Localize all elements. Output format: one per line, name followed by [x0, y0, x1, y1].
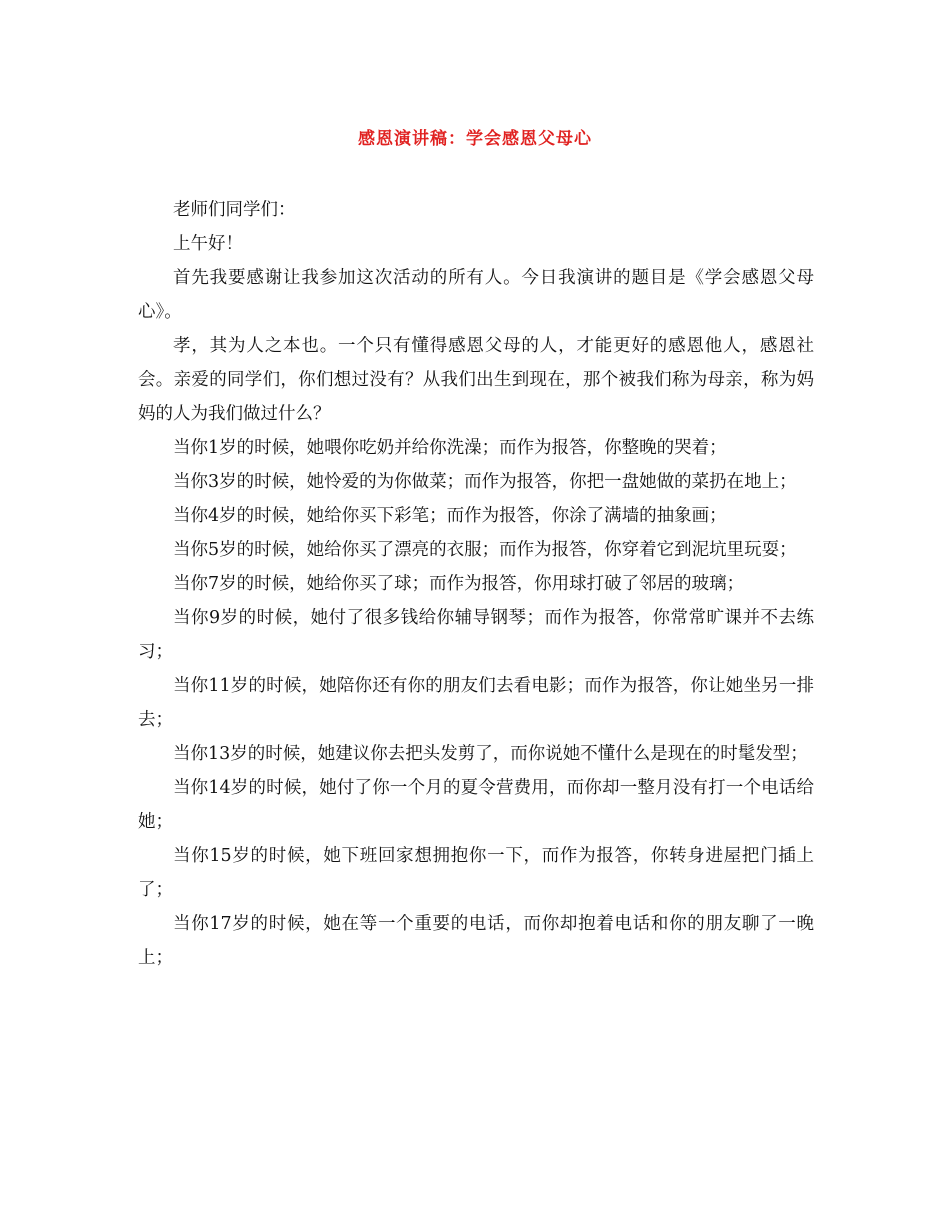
paragraph-age-9: 当你9岁的时候，她付了很多钱给你辅导钢琴；而作为报答，你常常旷课并不去练习；	[138, 608, 814, 662]
document-title: 感恩演讲稿：学会感恩父母心	[358, 129, 592, 149]
document-body	[138, 193, 814, 975]
paragraph-age-7: 当你7岁的时候，她给你买了球；而作为报答，你用球打破了邻居的玻璃；	[173, 574, 745, 594]
paragraph-age-11: 当你11岁的时候，她陪你还有你的朋友们去看电影；而作为报答，你让她坐另一排去；	[138, 676, 814, 730]
paragraph-age-3: 当你3岁的时候，她怜爱的为你做菜；而作为报答，你把一盘她做的菜扔在地上；	[173, 472, 797, 492]
paragraph-age-15: 当你15岁的时候，她下班回家想拥抱你一下，而作为报答，你转身进屋把门插上了；	[138, 846, 814, 900]
paragraph-good-morning: 上午好！	[173, 234, 243, 254]
paragraph-greeting: 老师们同学们：	[173, 200, 296, 220]
paragraph-age-14: 当你14岁的时候，她付了你一个月的夏令营费用，而你却一整月没有打一个电话给她；	[138, 778, 814, 832]
paragraph-filial-piety: 孝，其为人之本也。一个只有懂得感恩父母的人，才能更好的感恩他人，感恩社会。亲爱的同学们，你们想过没有？从我们出生到现在，那个被我们称为母亲，称为妈妈的人为我们做过什么？	[138, 336, 814, 424]
paragraph-age-4: 当你4岁的时候，她给你买下彩笔；而作为报答，你涂了满墙的抽象画；	[173, 506, 727, 526]
paragraph-age-17: 当你17岁的时候，她在等一个重要的电话，而你却抱着电话和你的朋友聊了一晚上；	[138, 914, 814, 968]
paragraph-age-13: 当你13岁的时候，她建议你去把头发剪了，而你说她不懂什么是现在的时髦发型；	[173, 744, 808, 764]
paragraph-intro: 首先我要感谢让我参加这次活动的所有人。今日我演讲的题目是《学会感恩父母心》。	[138, 268, 814, 322]
paragraph-age-5: 当你5岁的时候，她给你买了漂亮的衣服；而作为报答，你穿着它到泥坑里玩耍；	[173, 540, 797, 560]
paragraph-age-1: 当你1岁的时候，她喂你吃奶并给你洗澡；而作为报答，你整晚的哭着；	[173, 438, 727, 458]
